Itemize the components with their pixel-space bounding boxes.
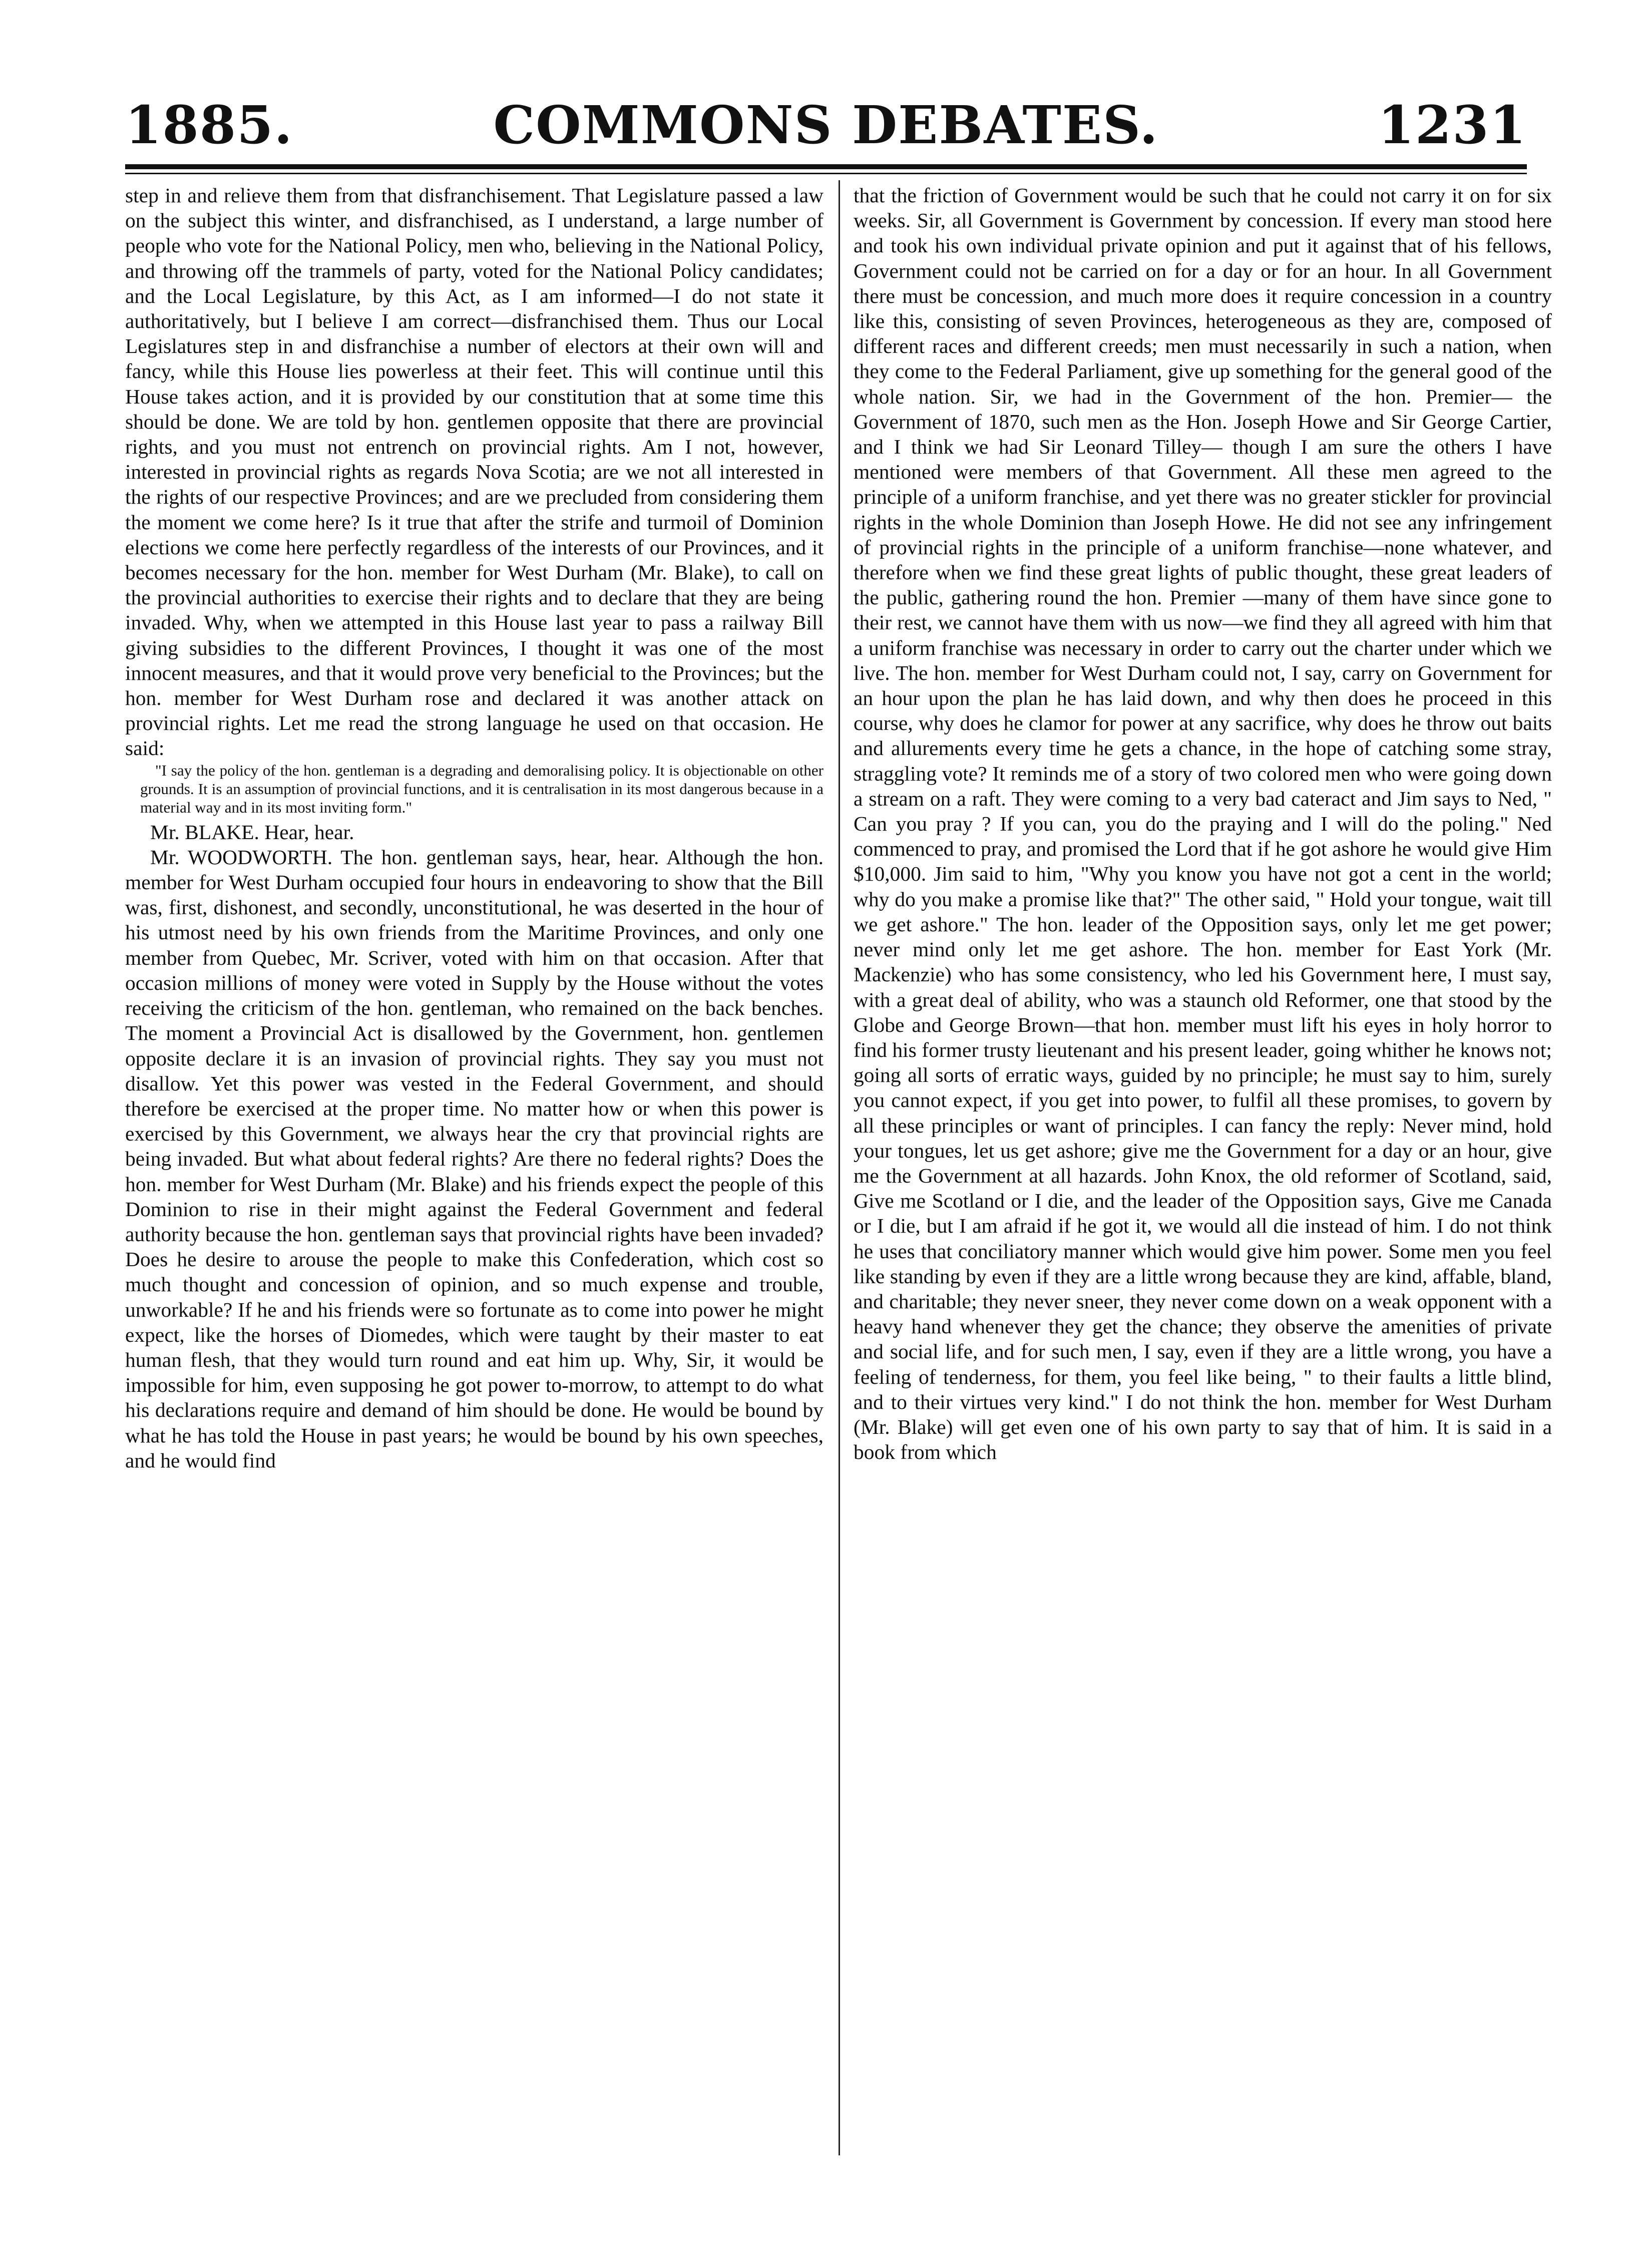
woodworth-paragraph: Mr. WOODWORTH. The hon. gentleman says, hear, hear. Although the hon. member for West Durham occupied four hours in endeavoring to show that the Bill was, first, dishonest, and secondly, unconstitutional, he was deserted in the hour of his utmost need by his own friends from the Maritime Provinces, and only one member from Quebec, Mr. Scriver, voted with him on that occasion. After that occasion millions of money were voted in Supply by the House without the votes receiving the criticism of the hon. gentleman, who remained on the back benches. The moment a Provincial Act is disallowed by the Government, hon. gentlemen opposite declare it is an invasion of provincial rights. They say you must not disallow. Yet this power was vested in the Federal Government, and should therefore be exercised at the proper time. No matter how or when this power is exercised by this Government, we always hear the cry that provincial rights are being invaded. But what about federal rights? Are there no federal rights? Does the hon. member for West Durham (Mr. Blake) and his friends expect the people of this Dominion to rise in their might against the Federal Government and federal authority because the hon. gentleman says that provincial rights have been invaded? Does he desire to arouse the people to make this Confederation, which cost so much thought and concession of opinion, and so much expense and trouble, unworkable? If he and his friends were so fortunate as to come into power he might expect, like the horses of Diomedes, which were taught by their master to eat human flesh, that they would turn round and eat him up. Why, Sir, it would be impossible for him, even supposing he got power to-morrow, to attempt to do what his declarations require and demand of him should be done. He would be bound by what he has told the House in past years; he would be bound by his own speeches, and he would find: [125, 845, 823, 1472]
column-divider: [839, 180, 840, 2155]
right-column: [854, 183, 1552, 1464]
blake-quote: "I say the policy of the hon. gentleman is a degrading and demoralising policy. It is objectionable on other grounds. It is an assumption of provincial functions, and it is centralisation in its most dangerous because in a material way and in its most inviting form.": [140, 761, 823, 816]
left-paragraph-1: step in and relieve them from that disfranchisement. That Legislature passed a law on the subject this winter, and disfranchised, as I understand, a large number of people who vote for the National Policy, men who, believing in the National Policy, and throwing off the trammels of party, voted for the National Policy candidates; and the Local Legislature, by this Act, as I am informed—I do not state it authoritatively, but I believe I am correct—disfranchised them. Thus our Local Legislatures step in and disfranchise a number of electors at their own will and fancy, while this House lies powerless at their feet. This will continue until this House takes action, and it is provided by our constitution that at some time this should be done. We are told by hon. gentlemen opposite that there are provincial rights, and you must not entrench on provincial rights. Am I not, however, interested in provincial rights as regards Nova Scotia; are we not all interested in the rights of our respective Provinces; and are we precluded from considering them the moment we come here? Is it true that after the strife and turmoil of Dominion elections we come here perfectly regardless of the interests of our Provinces, and it becomes necessary for the hon. member for West Durham (Mr. Blake), to call on the provincial authorities to exercise their rights and to declare that they are being invaded. Why, when we attempted in this House last year to pass a railway Bill giving subsidies to the different Provinces, I thought it was one of the most innocent measures, and that it would prove very beneficial to the Provinces; but the hon. member for West Durham rose and declared it was another attack on provincial rights. Let me read the strong language he used on that occasion. He said:: [125, 184, 823, 760]
header-page-number: 1231: [1378, 94, 1527, 156]
header-year: 1885.: [125, 94, 293, 156]
left-column: [125, 183, 823, 1473]
header-title: COMMONS DEBATES.: [493, 94, 1159, 156]
header-rule-thin: [125, 173, 1527, 174]
blake-interjection: Mr. BLAKE. Hear, hear.: [150, 820, 354, 844]
right-paragraph-1: that the friction of Government would be such that he could not carry it on for six weeks. Sir, all Government is Government by concession. If every man stood here and took his own individual private opinion and put it against that of his fellows, Government could not be carried on for a day or for an hour. In all Government there must be concession, and much more does it require concession in a country like this, consisting of seven Provinces, heterogeneous as they are, composed of different races and different creeds; men must necessarily in such a nation, when they come to the Federal Parliament, give up something for the general good of the whole nation. Sir, we had in the Government of the hon. Premier— the Government of 1870, such men as the Hon. Joseph Howe and Sir George Cartier, and I think we had Sir Leonard Tilley— though I am sure the others I have mentioned were members of that Government. All these men agreed to the principle of a uniform franchise, and yet there was no greater stickler for provincial rights in the whole Dominion than Joseph Howe. He did not see any infringement of provincial rights in the principle of a uniform franchise—none whatever, and therefore when we find these great lights of public thought, these great leaders of the public, gathering round the hon. Premier —many of them have since gone to their rest, we cannot have them with us now—we find they all agreed with him that a uniform franchise was necessary in order to carry out the charter under which we live. The hon. member for West Durham could not, I say, carry on Government for an hour upon the plan he has laid down, and why then does he proceed in this course, why does he clamor for power at any sacrifice, why does he throw out baits and allurements every time he gets a chance, in the hope of catching some stray, straggling vote? It reminds me of a story of two colored men who were going down a stream on a raft. They were coming to a very bad cateract and Jim says to Ned, " Can you pray ? If you can, you do the praying and I will do the poling." Ned commenced to pray, and promised the Lord that if he got ashore he would give Him $10,000. Jim said to him, "Why you know you have not got a cent in the world; why do you make a promise like that?" The other said, " Hold your tongue, wait till we get ashore." The hon. leader of the Opposition says, only let me get power; never mind only let me get ashore. The hon. member for East York (Mr. Mackenzie) who has some consistency, who led his Government here, I must say, with a great deal of ability, who was a staunch old Reformer, one that stood by the Globe and George Brown—that hon. member must lift his eyes in holy horror to find his former trusty lieutenant and his present leader, going whither he knows not; going all sorts of erratic ways, guided by no principle; he must say to him, surely you cannot expect, if you get into power, to fulfil all these promises, to govern by all these principles or want of principles. I can fancy the reply: Never mind, hold your tongues, let us get ashore; give me the Government for a day or an hour, give me the Government at all hazards. John Knox, the old reformer of Scotland, said, Give me Scotland or I die, and the leader of the Opposition says, Give me Canada or I die, but I am afraid if he got it, we would all die instead of him. I do not think he uses that conciliatory manner which would give him power. Some men you feel like standing by even if they are a little wrong because they are kind, affable, bland, and charitable; they never sneer, they never come down on a weak opponent with a heavy hand whenever they get the chance; they observe the amenities of private and social life, and for such men, I say, even if they are a little wrong, you have a feeling of tenderness, for them, you feel like being, " to their faults a little blind, and to their virtues very kind." I do not think the hon. member for West Durham (Mr. Blake) will get even one of his own party to say that of him. It is said in a book from which: [854, 184, 1552, 1464]
page-header: [125, 88, 1527, 163]
header-rule-thick: [125, 164, 1527, 169]
